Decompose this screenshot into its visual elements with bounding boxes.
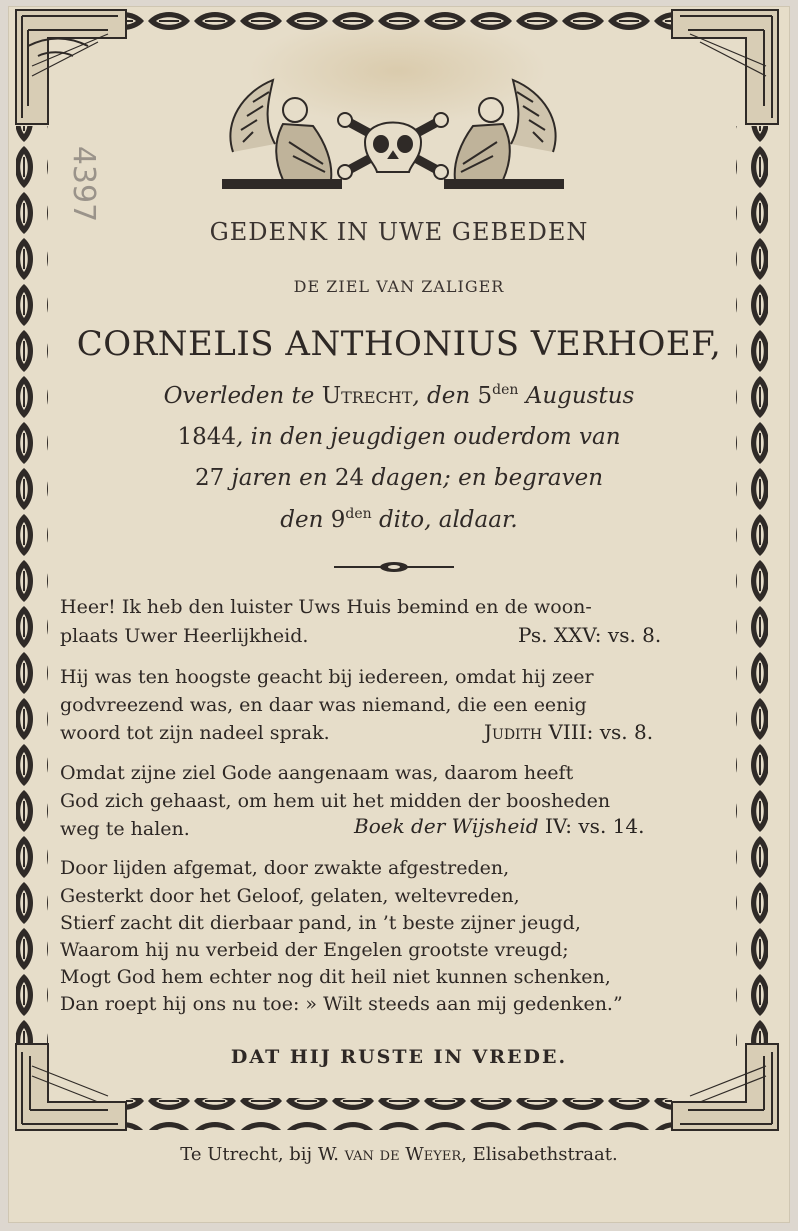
- left-angel-icon: [223, 80, 341, 188]
- ornament-divider: [334, 560, 454, 574]
- poem-line: Gesterkt door het Geloof, gelaten, weltevreden,: [60, 885, 520, 907]
- burial-line: den $9^{den}$ dito, aldaar.: [280, 506, 518, 533]
- poem-line: Waarom hij nu verbeid der Engelen grootste vreugd;: [60, 939, 569, 961]
- heading: GEDENK IN UWE GEBEDEN: [209, 218, 589, 246]
- svg-text:4397: 4397: [66, 145, 101, 223]
- verse-3-line-2: God zich gehaast, om hem uit het midden der boosheden: [60, 790, 611, 812]
- right-angel-icon: [445, 80, 563, 188]
- poem-line: Stierf zacht dit dierbaar pand, in ’t beste zijner jeugd,: [60, 912, 581, 934]
- verse-3-line-3: weg te halen.: [60, 818, 190, 840]
- verse-1-reference: Ps. XXV: vs. 8.: [518, 623, 662, 647]
- poem-line: Door lijden afgemat, door zwakte afgestreden,: [60, 857, 510, 879]
- age-line: 1844, in den jeugdigen ouderdom van: [177, 424, 621, 450]
- verse-2-reference: Judith VIII: vs. 8.: [484, 720, 654, 744]
- skull-icon: [338, 113, 448, 179]
- printer-imprint: Te Utrecht, bij W. van de Weyer, Elisabethstraat.: [180, 1144, 618, 1165]
- verse-3-reference: Boek der Wijsheid IV: vs. 14.: [354, 814, 645, 838]
- deceased-name: CORNELIS ANTHONIUS VERHOEF,: [76, 324, 722, 364]
- death-line: Overleden te Utrecht, den $5^{den}$ Augustus: [163, 382, 635, 409]
- verse-2-line-2: godvreezend was, en daar was niemand, die een eenig: [60, 694, 587, 716]
- verse-2-line-1: Hij was ten hoogste geacht bij iedereen, omdat hij zeer: [60, 666, 594, 688]
- age-detail-line: 27 jaren en 24 dagen; en begraven: [194, 465, 604, 491]
- poem-line: Dan roept hij ons nu toe: » Wilt steeds aan mij gedenken.”: [60, 993, 623, 1015]
- memorial-card: [8, 6, 790, 1223]
- poem-line: Mogt God hem echter nog dit heil niet kunnen schenken,: [60, 966, 611, 988]
- verse-1-line-1: Heer! Ik heb den luister Uws Huis bemind en de woon-: [60, 596, 592, 618]
- angels-skull-emblem: [213, 72, 573, 192]
- closing-line: DAT HIJ RUSTE IN VREDE.: [230, 1046, 568, 1068]
- verse-1-line-2: plaats Uwer Heerlijkheid.: [60, 625, 309, 647]
- verse-3-line-1: Omdat zijne ziel Gode aangenaam was, daarom heeft: [60, 762, 574, 784]
- subheading: DE ZIEL VAN ZALIGER: [293, 277, 505, 296]
- verse-2-line-3: woord tot zijn nadeel sprak.: [60, 722, 330, 744]
